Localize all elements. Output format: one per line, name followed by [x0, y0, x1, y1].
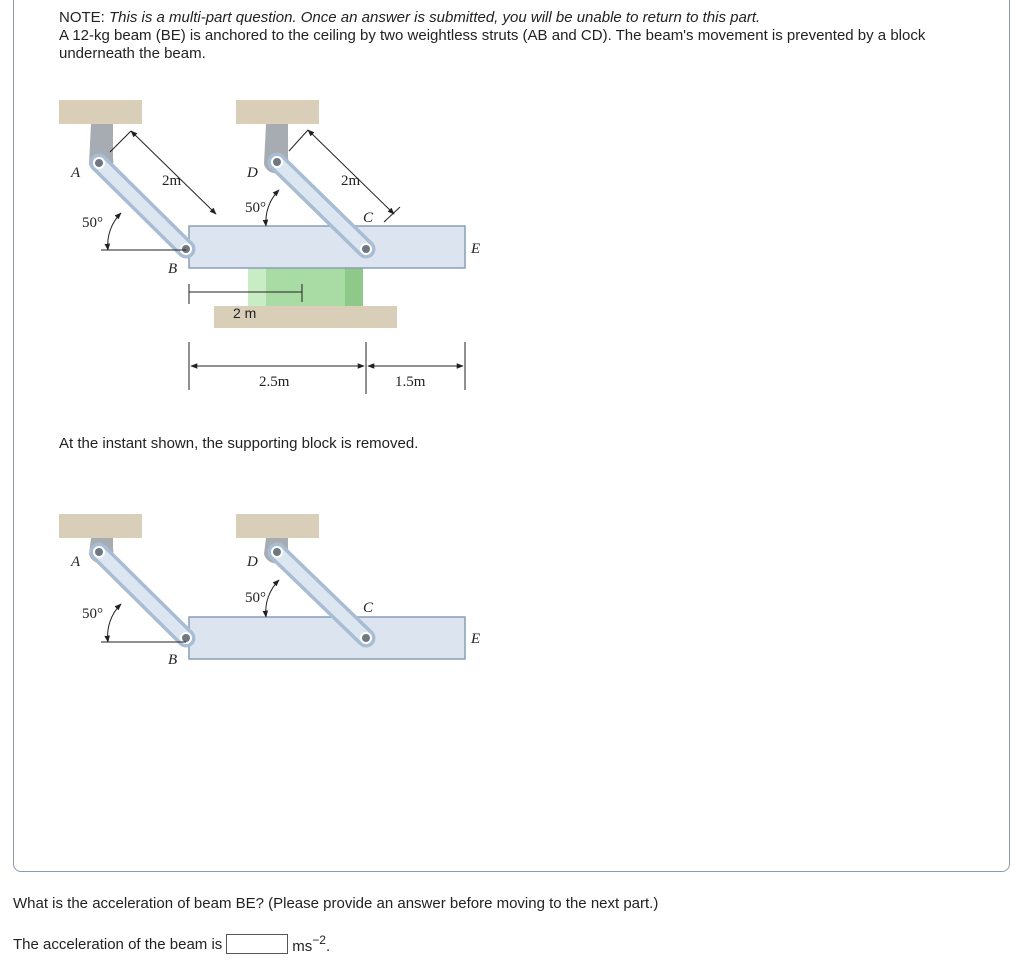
label-b: B: [168, 652, 178, 668]
dim-arrow-cd: [289, 130, 308, 151]
beam-be: [189, 617, 465, 659]
dim-right-label: 1.5m: [395, 374, 426, 390]
pin-d: [272, 547, 282, 557]
label-a: A: [71, 554, 81, 570]
angle-left: 50°: [82, 606, 103, 622]
label-d: D: [247, 554, 258, 570]
angle-right: 50°: [245, 200, 266, 216]
label-c: C: [363, 210, 374, 226]
acceleration-input[interactable]: [226, 934, 288, 954]
strut-length-left: 2m: [162, 173, 182, 189]
unit-exponent: −2: [312, 933, 326, 947]
answer-row: [13, 933, 330, 955]
pin-c: [361, 244, 371, 254]
note-prefix: NOTE:: [59, 9, 105, 26]
note-italic: This is a multi-part question. Once an answer is submitted, you will be unable to return to this part.: [109, 9, 761, 26]
pin-a: [94, 547, 104, 557]
dim-arrow-ab: [110, 131, 131, 152]
answer-prefix: The acceleration of the beam is: [13, 935, 223, 953]
label-e: E: [471, 241, 481, 257]
answer-suffix: .: [325, 938, 331, 955]
label-e: E: [471, 631, 481, 647]
label-a: A: [71, 165, 81, 181]
figure-block-removed: [0, 500, 1024, 680]
label-d: D: [247, 165, 258, 181]
pin-c: [361, 633, 371, 643]
pin-a: [94, 158, 104, 168]
unit-base: ms: [292, 938, 313, 955]
label-b: B: [168, 261, 178, 277]
pin-b: [181, 244, 191, 254]
beam-be: [189, 226, 465, 268]
ceiling-right: [236, 100, 319, 124]
question-text: What is the acceleration of beam BE? (Please provide an answer before moving to the next part.): [13, 895, 659, 912]
ceiling-left: [59, 100, 142, 124]
ceiling-right: [236, 514, 319, 538]
problem-text: A 12-kg beam (BE) is anchored to the ceiling by two weightless struts (AB and CD). The beam's movement is prevented by a block underneath the beam.: [59, 27, 926, 62]
figure-with-block: [0, 0, 1024, 420]
angle-right: 50°: [245, 590, 266, 606]
instant-text: At the instant shown, the supporting block is removed.: [59, 435, 419, 452]
block-offset-label: 2 m: [233, 305, 257, 321]
dim-left-label: 2.5m: [259, 374, 290, 390]
label-c: C: [363, 600, 374, 616]
pin-d: [272, 157, 282, 167]
answer-unit: [292, 933, 330, 955]
strut-length-right: 2m: [341, 173, 361, 189]
angle-left: 50°: [82, 215, 103, 231]
ceiling-left: [59, 514, 142, 538]
